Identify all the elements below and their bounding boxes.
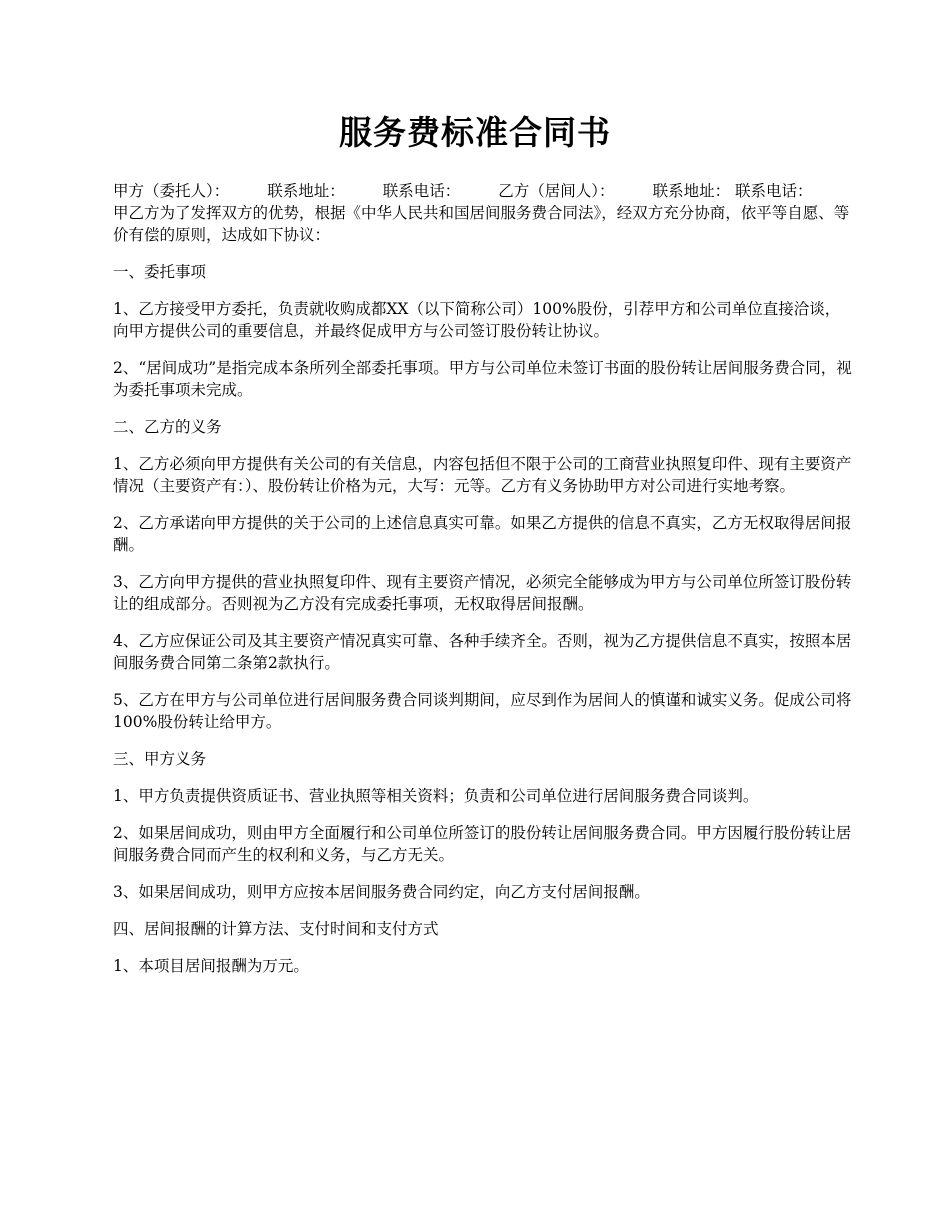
clause: 2、如果居间成功，则由甲方全面履行和公司单位所签订的股份转让居间服务费合同。甲方因履行股份转让居间服务费合同而产生的权利和义务，与乙方无关。 — [113, 824, 852, 864]
section-heading: 一、委托事项 — [113, 263, 207, 281]
address-a-label: 联系地址： — [267, 182, 345, 200]
intro-paragraph — [113, 180, 853, 246]
section-heading: 三、甲方义务 — [113, 750, 207, 768]
clause: 1、本项目居间报酬为万元。 — [113, 957, 309, 975]
section-heading: 二、乙方的义务 — [113, 418, 222, 436]
phone-b-label: 联系电话： — [735, 182, 813, 200]
section-heading: 四、居间报酬的计算方法、支付时间和支付方式 — [113, 920, 439, 938]
clause: 2、“居间成功”是指完成本条所列全部委托事项。甲方与公司单位未签订书面的股份转让居间服务费合同，视为委托事项未完成。 — [113, 359, 852, 399]
address-b-label: 联系地址： — [652, 182, 731, 200]
clause: 3、如果居间成功，则甲方应按本居间服务费合同约定，向乙方支付居间报酬。 — [113, 883, 650, 901]
clause: 1、乙方接受甲方委托，负责就收购成都XX（以下简称公司）100%股份，引荐甲方和公司单位直接洽谈，向甲方提供公司的重要信息，并最终促成甲方与公司签订股份转让协议。 — [113, 300, 841, 340]
clause: 2、乙方承诺向甲方提供的关于公司的上述信息真实可靠。如果乙方提供的信息不真实，乙方无权取得居间报酬。 — [113, 514, 852, 554]
document-body — [113, 180, 853, 992]
party-a-label: 甲方（委托人）： — [113, 182, 230, 200]
clause: 1、甲方负责提供资质证书、营业执照等相关资料；负责和公司单位进行居间服务费合同谈判。 — [113, 787, 759, 805]
document-title: 服务费标准合同书 — [339, 113, 611, 152]
preamble-text: 甲乙方为了发挥双方的优势，根据《中华人民共和国居间服务费合同法》，经双方充分协商，依平等自愿、等价有偿的原则，达成如下协议： — [113, 204, 850, 244]
clause: 3、乙方向甲方提供的营业执照复印件、现有主要资产情况，必须完全能够成为甲方与公司单位所签订股份转让的组成部分。否则视为乙方没有完成委托事项，无权取得居间报酬。 — [113, 573, 852, 613]
clause: 5、乙方在甲方与公司单位进行居间服务费合同谈判期间，应尽到作为居间人的慎谨和诚实义务。促成公司将100%股份转让给甲方。 — [113, 691, 852, 731]
clause: 1、乙方必须向甲方提供有关公司的有关信息，内容包括但不限于公司的工商营业执照复印件、现有主要资产情况（主要资产有：）、股份转让价格为元，大写：元等。乙方有义务协助甲方对公司进行实地考察。 — [113, 455, 852, 495]
party-b-label: 乙方（居间人）： — [498, 182, 615, 200]
phone-a-label: 联系电话： — [382, 182, 461, 200]
clause: 4、乙方应保证公司及其主要资产情况真实可靠、各种手续齐全。否则，视为乙方提供信息不真实，按照本居间服务费合同第二条第2款执行。 — [113, 632, 852, 672]
